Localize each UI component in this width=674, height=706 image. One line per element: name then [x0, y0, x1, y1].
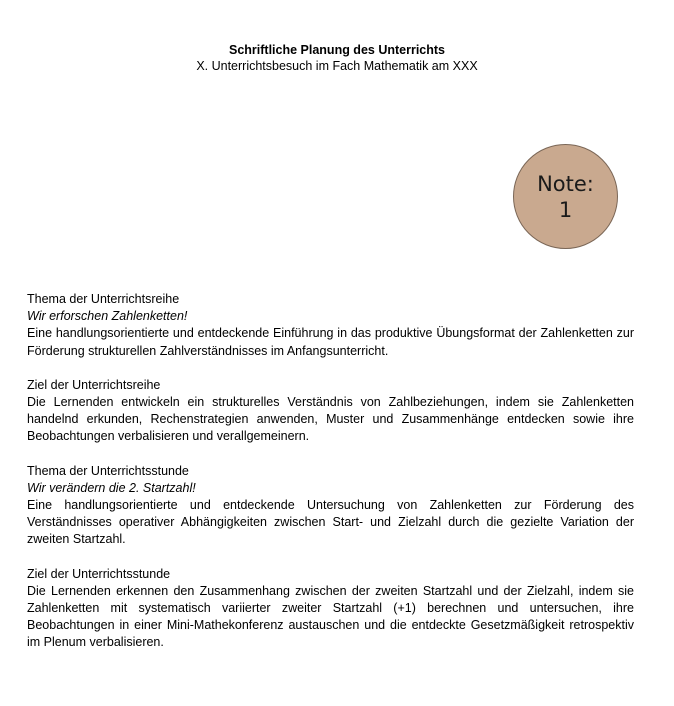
grade-label: Note:: [537, 171, 594, 196]
section-text: Die Lernenden erkennen den Zusammenhang zwischen der zweiten Startzahl und der Zielzahl, indem sie Zahlenketten mit systematisch variierter zweiter Startzahl (+1) berechnen und untersuchen, ihre Beobachtungen in einer Mini-Mathekonferenz austauschen und die entdeckte Gesetzmäßigkeit retrospektiv im Plenum verbalisieren.: [27, 583, 634, 650]
section-heading: Thema der Unterrichtsreihe: [27, 292, 180, 306]
section-reihe-ziel: [27, 377, 634, 446]
section-reihe-thema: [27, 291, 634, 360]
section-heading: Ziel der Unterrichtsstunde: [27, 566, 171, 581]
section-heading: Thema der Unterrichtsstunde: [27, 463, 189, 478]
document-title: Schriftliche Planung des Unterrichts: [228, 43, 445, 57]
grade-value: 1: [558, 197, 573, 222]
section-text: Eine handlungsorientierte und entdeckende Untersuchung von Zahlenketten zur Förderung des Verständnisses operativer Abhängigkeiten zwischen Start- und Zielzahl durch die gezielte Variation der zweiten Startzahl.: [27, 498, 634, 547]
document-body: [27, 291, 634, 669]
section-stunde-ziel: [27, 566, 634, 652]
document-subtitle: X. Unterrichtsbesuch im Fach Mathematik am XXX: [196, 59, 478, 73]
section-subtitle: Wir verändern die 2. Startzahl!: [27, 480, 196, 495]
grade-badge: [513, 144, 618, 249]
section-text: Die Lernenden entwickeln ein strukturelles Verständnis von Zahlbeziehungen, indem sie Zahlenketten handelnd erkunden, Rechenstrategien anwenden, Muster und Zusammenhänge entdecken sowie ihre Beobachtungen verbalisieren und verallgemeinern.: [27, 395, 634, 444]
section-heading: Ziel der Unterrichtsreihe: [27, 377, 161, 392]
section-stunde-thema: [27, 463, 634, 549]
document-header: [0, 42, 674, 74]
section-text: Eine handlungsorientierte und entdeckende Einführung in das produktive Übungsformat der Zahlenketten zur Förderung strukturellen Zahlverständnisses im Anfangsunterricht.: [27, 326, 634, 358]
section-subtitle: Wir erforschen Zahlenketten!: [27, 309, 188, 324]
